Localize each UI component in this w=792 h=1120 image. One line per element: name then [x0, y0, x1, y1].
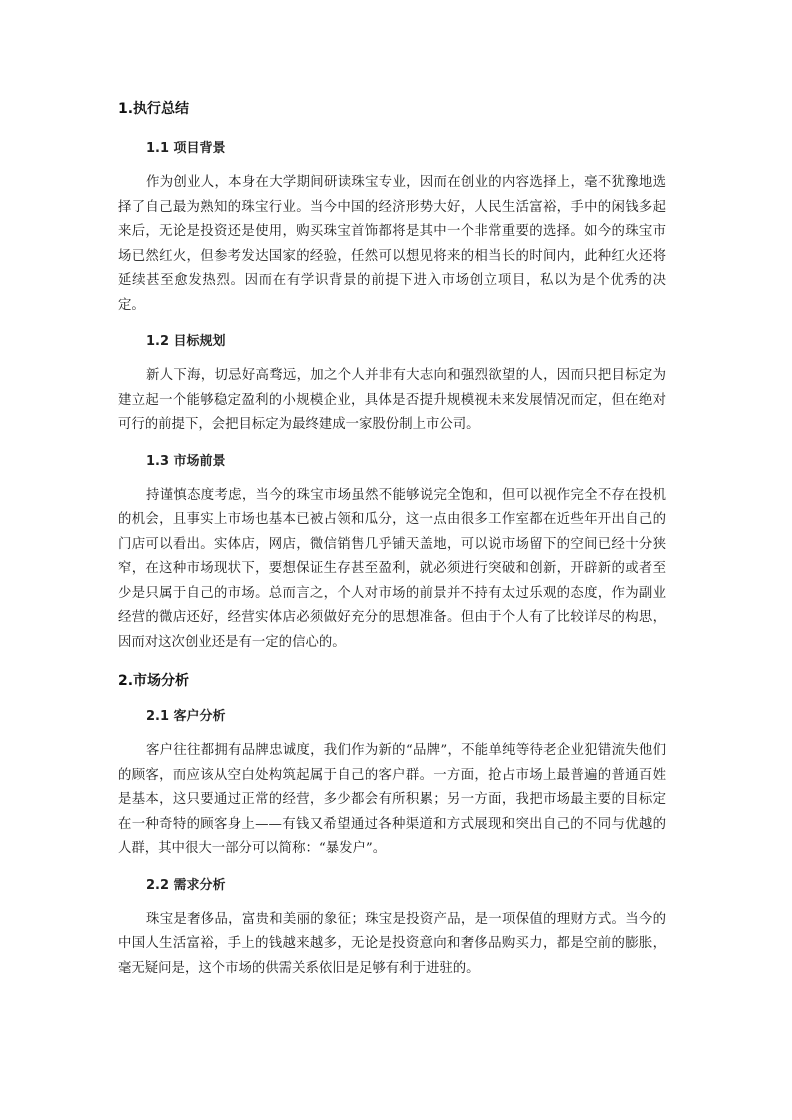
- subsection-heading-customer-analysis: 2.1 客户分析: [146, 709, 226, 724]
- section-heading-market-analysis: 2.市场分析: [118, 673, 190, 689]
- paragraph-demand-analysis: 珠宝是奢侈品，富贵和美丽的象征；珠宝是投资产品，是一项保值的理财方式。当今的中国人生活富裕，手上的钱越来越多，无论是投资意向和奢侈品购买力，都是空前的膨胀，毫无疑问是，这个市场的供需关系依旧是足够有利于进驻的。: [118, 911, 666, 976]
- subsection-heading-demand-analysis: 2.2 需求分析: [146, 877, 226, 893]
- paragraph-customer-analysis: 客户往往都拥有品牌忠诚度，我们作为新的“品牌”，不能单纯等待老企业犯错流失他们的顾客，而应该从空白处构筑起属于自己的客户群。一方面，抢占市场上最普遍的普通百姓是基本，这只要通过正常的经营，多少都会有所积累；另一方面，我把市场最主要的目标定在一种奇特的顾客身上——有钱又希望通过各种渠道和方式展现和突出自己的不同与优越的人群，其中很大一部分可以简称：“暴发户”。: [118, 743, 666, 856]
- subsection-heading-project-background: 1.1 项目背景: [146, 141, 226, 156]
- subsection-heading-goal-planning: 1.2 目标规划: [146, 334, 226, 349]
- paragraph-project-background: 作为创业人，本身在大学期间研读珠宝专业，因而在创业的内容选择上，毫不犹豫地选择了自己最为熟知的珠宝行业。当今中国的经济形势大好，人民生活富裕，手中的闲钱多起来后，无论是投资还是使用，购买珠宝首饰都将是其中一个非常重要的选择。如今的珠宝市场已然红火，但参考发达国家的经验，任然可以想见将来的相当长的时间内，此种红火还将延续甚至愈发热烈。因而在有学识背景的前提下进入市场创立项目，私以为是个优秀的决定。: [118, 175, 666, 313]
- section-heading-executive-summary: 1.执行总结: [118, 101, 190, 117]
- paragraph-goal-planning: 新人下海，切忌好高骛远，加之个人并非有大志向和强烈欲望的人，因而只把目标定为建立起一个能够稳定盈利的小规模企业，具体是否提升规模视未来发展情况而定，但在绝对可行的前提下，会把目标定为最终建成一家股份制上市公司。: [118, 368, 666, 432]
- paragraph-market-prospects: 持谨慎态度考虑，当今的珠宝市场虽然不能够说完全饱和，但可以视作完全不存在投机的机会，且事实上市场也基本已被占领和瓜分，这一点由很多工作室都在近些年开出自己的门店可以看出。实体店，网店，微信销售几乎铺天盖地，可以说市场留下的空间已经十分狭窄，在这种市场现状下，要想保证生存甚至盈利，就必须进行突破和创新，开辟新的或者至少是只属于自己的市场。总而言之，个人对市场的前景并不持有太过乐观的态度，作为副业经营的微店还好，经营实体店必须做好充分的思想准备。但由于个人有了比较详尽的构思，因而对这次创业还是有一定的信心的。: [118, 487, 666, 650]
- document-body: [118, 99, 666, 981]
- subsection-heading-market-prospects: 1.3 市场前景: [146, 453, 226, 469]
